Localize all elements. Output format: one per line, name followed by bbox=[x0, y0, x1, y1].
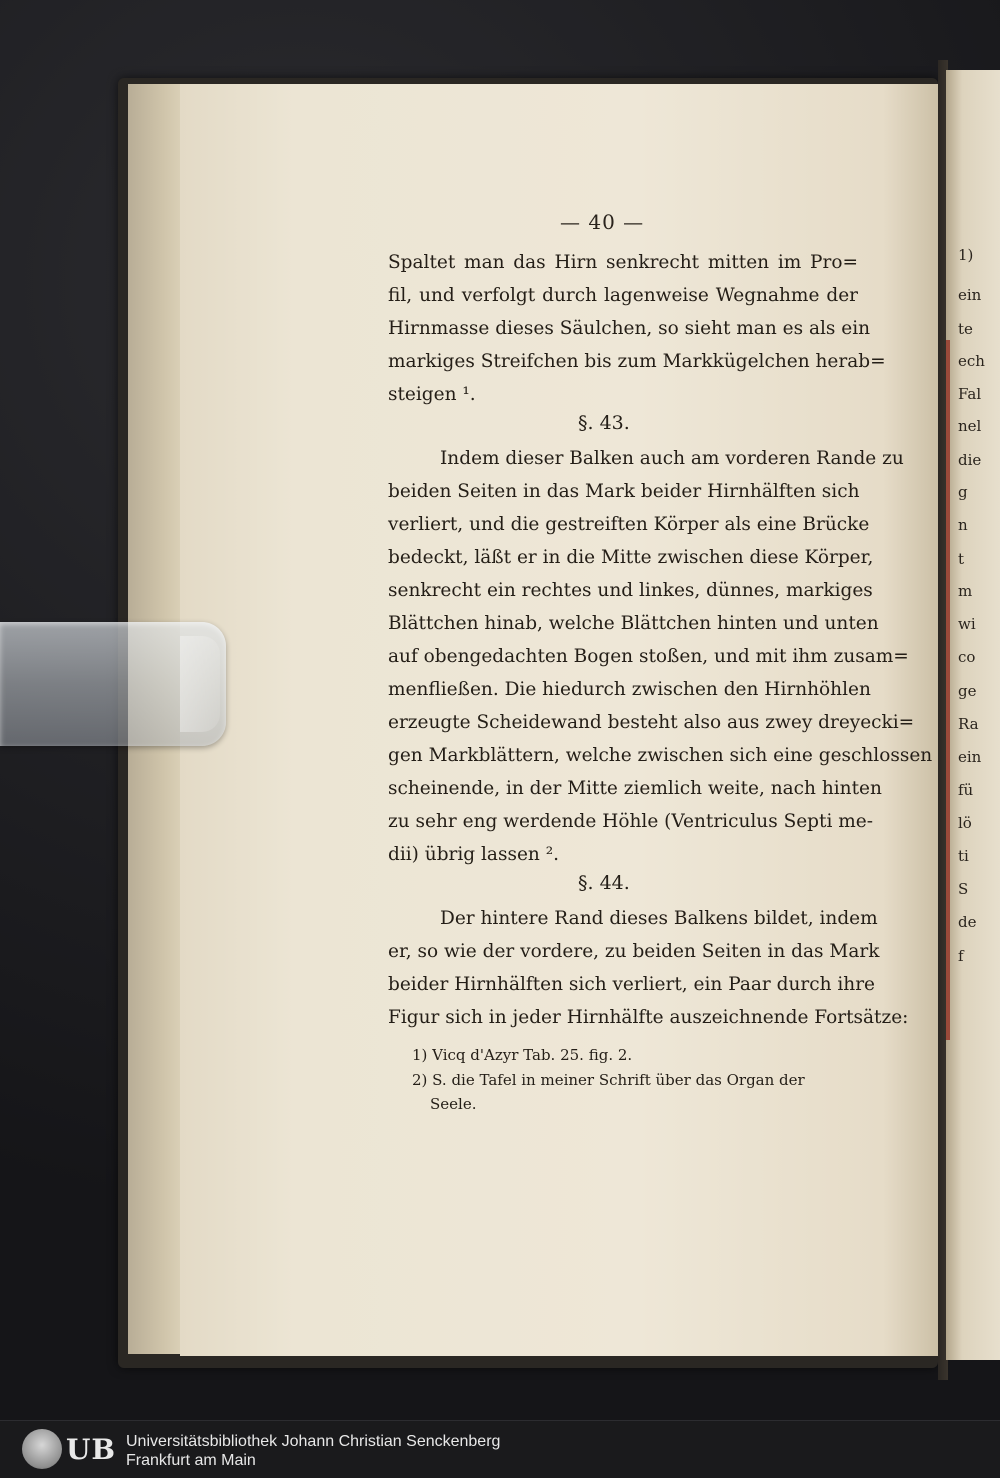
page-number: — 40 — bbox=[560, 210, 645, 234]
footnote-2: 2) S. die Tafel in meiner Schrift über das Organ der bbox=[412, 1071, 805, 1089]
facing-fragment: f bbox=[958, 947, 964, 965]
facing-fragment: ti bbox=[958, 847, 969, 865]
facing-fragment: n bbox=[958, 516, 968, 534]
text-line: menfließen. Die hiedurch zwischen den Hirnhöhlen bbox=[388, 679, 871, 700]
text-line: senkrecht ein rechtes und linkes, dünnes, markiges bbox=[388, 580, 873, 601]
facing-fragment: te bbox=[958, 320, 973, 338]
facing-fragment: 1) bbox=[958, 246, 974, 264]
text-line: Figur sich in jeder Hirnhälfte auszeichnende Fortsätze: bbox=[388, 1007, 909, 1028]
text-line: steigen ¹. bbox=[388, 384, 476, 405]
facing-fragment: g bbox=[958, 483, 968, 501]
text-line: fil, und verfolgt durch lagenweise Wegnahme der bbox=[388, 285, 858, 306]
text-line: zu sehr eng werdende Höhle (Ventriculus Septi me- bbox=[388, 811, 874, 832]
library-name[interactable]: Universitätsbibliothek Johann Christian Senckenberg bbox=[126, 1433, 501, 1450]
text-line: beiden Seiten in das Mark beider Hirnhälften sich bbox=[388, 481, 860, 502]
facing-fragment: de bbox=[958, 913, 977, 931]
text-line: erzeugte Scheidewand besteht also aus zwey dreyecki= bbox=[388, 712, 915, 733]
facing-fragment: die bbox=[958, 451, 982, 469]
facing-fragment: Fal bbox=[958, 385, 982, 403]
text-line: verliert, und die gestreiften Körper als eine Brücke bbox=[388, 514, 870, 535]
facing-fragment: ech bbox=[958, 352, 985, 370]
facing-fragment: co bbox=[958, 648, 976, 666]
facing-fragment: Ra bbox=[958, 715, 979, 733]
facing-page-marker bbox=[946, 340, 950, 1040]
seal-icon bbox=[22, 1429, 62, 1469]
facing-fragment: lö bbox=[958, 814, 972, 832]
text-line: Spaltet man das Hirn senkrecht mitten im Pro= bbox=[388, 252, 858, 273]
facing-fragment: t bbox=[958, 550, 965, 568]
facing-fragment: ein bbox=[958, 748, 982, 766]
facing-fragment: ein bbox=[958, 286, 982, 304]
facing-fragment: fü bbox=[958, 781, 974, 799]
facing-page bbox=[946, 70, 1000, 1360]
facing-fragment: wi bbox=[958, 615, 976, 633]
text-line: dii) übrig lassen ². bbox=[388, 844, 559, 865]
text-line: Der hintere Rand dieses Balkens bildet, indem bbox=[440, 908, 878, 929]
text-line: auf obengedachten Bogen stoßen, und mit ihm zusam= bbox=[388, 646, 909, 667]
section-heading-43: §. 43. bbox=[578, 412, 630, 434]
footer-bar bbox=[0, 1420, 1000, 1478]
text-line: Hirnmasse dieses Säulchen, so sieht man es als ein bbox=[388, 318, 871, 339]
text-line: Indem dieser Balken auch am vorderen Rande zu bbox=[440, 448, 904, 469]
facing-fragment: ge bbox=[958, 682, 977, 700]
text-line: Blättchen hinab, welche Blättchen hinten und unten bbox=[388, 613, 879, 634]
library-logo[interactable] bbox=[22, 1429, 118, 1469]
facing-fragment: m bbox=[958, 582, 973, 600]
logo-text: UB bbox=[66, 1432, 117, 1466]
library-location: Frankfurt am Main bbox=[126, 1452, 256, 1469]
text-line: er, so wie der vordere, zu beiden Seiten in das Mark bbox=[388, 941, 880, 962]
footnote-2-continued: Seele. bbox=[430, 1095, 477, 1113]
text-line: bedeckt, läßt er in die Mitte zwischen diese Körper, bbox=[388, 547, 874, 568]
facing-fragment: nel bbox=[958, 417, 982, 435]
footnote-1: 1) Vicq d'Azyr Tab. 25. fig. 2. bbox=[412, 1046, 633, 1064]
facing-fragment: S bbox=[958, 880, 969, 898]
section-heading-44: §. 44. bbox=[578, 872, 630, 894]
text-line: scheinende, in der Mitte ziemlich weite, nach hinten bbox=[388, 778, 882, 799]
glass-page-holder bbox=[0, 622, 226, 746]
text-line: gen Markblättern, welche zwischen sich eine geschlossen bbox=[388, 745, 933, 766]
text-line: beider Hirnhälften sich verliert, ein Paar durch ihre bbox=[388, 974, 875, 995]
text-line: markiges Streifchen bis zum Markkügelchen herab= bbox=[388, 351, 886, 372]
